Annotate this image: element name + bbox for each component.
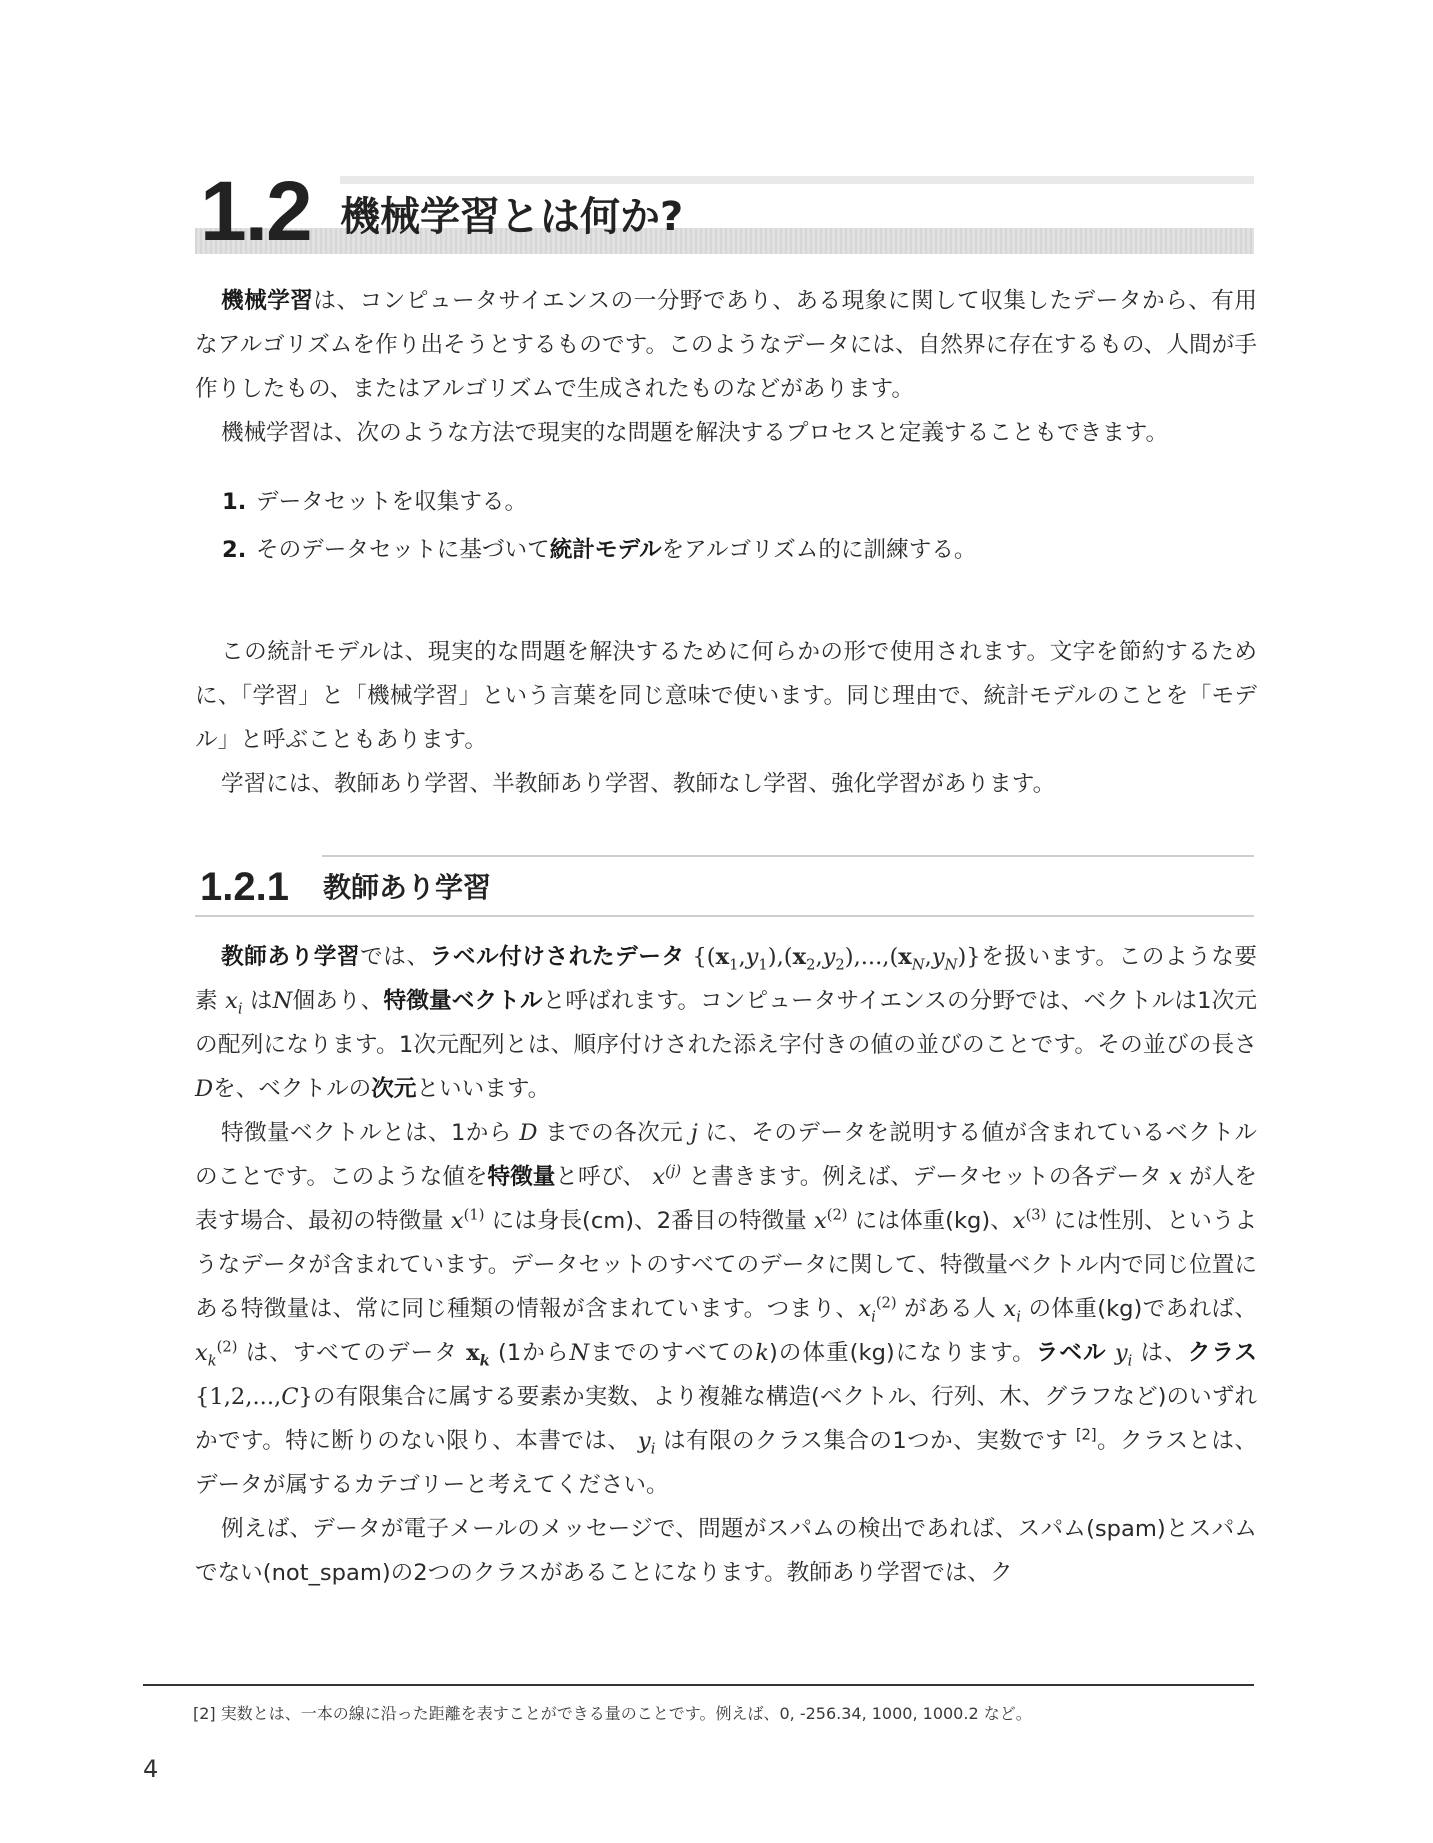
text-run: を扱います。このような要素 <box>195 944 1258 1014</box>
text-run: がある人 <box>904 1296 996 1322</box>
text-run: は有限のクラス集合の1つか、実数です <box>663 1428 1069 1454</box>
math-yi: $y_i$ <box>1114 1340 1133 1370</box>
math-xi2: $x_i^{(2)}$ <box>858 1294 897 1326</box>
text-run: の体重(kg)であれば、 <box>1028 1296 1257 1322</box>
math-k: k <box>755 1340 769 1366</box>
footnote: [2] 実数とは、一本の線に沿った距離を表すことができる量のことです。例えば、0, -256.34, 1000, 1000.2 など。 <box>193 1704 1032 1723</box>
step-text-end: をアルゴリズム的に訓練する。 <box>661 537 977 563</box>
intro-block <box>195 279 1257 455</box>
supervised-paragraph-3: 例えば、データが電子メールのメッセージで、問題がスパムの検出であれば、スパム(spam)とスパムでない(not_spam)の2つのクラスがあることになります。教師あり学習では、ク <box>195 1516 1257 1586</box>
text-run: は <box>249 988 273 1014</box>
list-item <box>222 478 1242 526</box>
text-run: までの各次元 <box>545 1120 684 1146</box>
text-run: には身長(cm)、2番目の特徴量 <box>491 1208 807 1234</box>
math-j: j <box>690 1120 698 1146</box>
page-number: 4 <box>143 1755 159 1783</box>
text-run: は、すべてのデータ <box>245 1340 458 1366</box>
text-run: には体重(kg)、 <box>854 1208 1013 1234</box>
text-run: と呼び、 <box>555 1164 646 1190</box>
text-run: が人を表す場合、最初の特徴量 <box>195 1164 1258 1234</box>
supervised-block <box>195 935 1257 1595</box>
term-feature: 特徴量 <box>487 1164 556 1190</box>
term-dimension: 次元 <box>371 1076 417 1102</box>
intro-paragraph-1-text: は、コンピュータサイエンスの一分野であり、ある現象に関して収集したデータから、有用なアルゴリズムを作り出そうとするものです。このようなデータには、自然界に存在するもの、人間が手作りしたもの、またはアルゴリズムで生成されたものなどがあります。 <box>195 288 1257 402</box>
math-N: N <box>569 1340 590 1366</box>
math-x2: $x^{(2)}$ <box>813 1206 848 1234</box>
step-text: そのデータセットに基づいて <box>256 537 550 563</box>
term-machine-learning: 機械学習 <box>221 288 314 314</box>
math-class-set: {1,2,...,C} <box>195 1384 313 1410</box>
after-paragraph-2: 学習には、教師あり学習、半教師あり学習、教師なし学習、強化学習があります。 <box>221 771 1056 797</box>
text-run: と呼ばれます。コンピュータサイエンスの分野では、ベクトルは1次元の配列になります。1次元配列とは、順序付けされた添え字付きの値の並びのことです。その並びの長さ <box>195 988 1258 1058</box>
after-list-block <box>195 630 1257 806</box>
math-x: x <box>1169 1164 1182 1190</box>
math-bold-xk: $x_k$ <box>466 1340 490 1370</box>
math-D: D <box>519 1120 538 1146</box>
math-xk2: $x_k^{(2)}$ <box>195 1338 238 1370</box>
text-run: までのすべての <box>589 1340 756 1366</box>
supervised-paragraph-2 <box>195 1111 1257 1507</box>
section-number: 1.2 <box>200 164 311 258</box>
intro-paragraph-2: 機械学習は、次のような方法で現実的な問題を解決するプロセスと定義することもできます。 <box>221 420 1169 446</box>
list-item <box>222 526 1242 574</box>
math-yi: $y_i$ <box>637 1428 656 1458</box>
text-run: 個あり、 <box>292 988 384 1014</box>
text-run: には性別、というようなデータが含まれています。データセットのすべてのデータに関して、特徴量ベクトル内で同じ位置にある特徴量は、常に同じ種類の情報が含まれています。つまり、 <box>195 1208 1258 1322</box>
step-text: データセットを収集する。 <box>256 489 528 515</box>
step-number: 2. <box>222 537 247 563</box>
subsection-rule-top <box>322 855 1254 857</box>
math-xj: $x^{(j)}$ <box>652 1162 682 1190</box>
intro-paragraph-1 <box>195 279 1257 411</box>
text-run: では、 <box>360 944 430 970</box>
text-run: の有限集合に属する要素か実数、より複雑な構造(ベクトル、行列、木、グラフなど)のいずれかです。特に断りのない限り、本書では、 <box>195 1384 1257 1454</box>
steps-list <box>222 478 1242 574</box>
math-N: N <box>272 988 293 1014</box>
step-number: 1. <box>222 489 247 515</box>
text-run: 特徴量ベクトルとは、1から <box>221 1120 512 1146</box>
footnote-ref[interactable]: [2] <box>1075 1426 1097 1444</box>
section-title: 機械学習とは何か? <box>340 194 684 240</box>
text-run: は、 <box>1140 1340 1188 1366</box>
text-run: を、ベクトルの <box>213 1076 372 1102</box>
after-paragraph-1: この統計モデルは、現実的な問題を解決するために何らかの形で使用されます。文字を節約するために、「学習」と「機械学習」という言葉を同じ意味で使います。同じ理由で、統計モデルのことを「モデル」と呼ぶこともあります。 <box>195 639 1257 753</box>
text-run: )の体重(kg)になります。 <box>768 1340 1036 1366</box>
footnote-rule <box>143 1684 1254 1686</box>
math-D: D <box>195 1076 214 1102</box>
dataset-formula: $\{(x_1,y_1),(x_2,y_2),...,(x_N,y_N)\}$ <box>692 944 981 974</box>
section-heading-rule <box>340 176 1254 184</box>
text-run: といいます。 <box>416 1076 551 1102</box>
term-class: クラス <box>1187 1340 1257 1366</box>
term-supervised-learning: 教師あり学習 <box>221 944 361 970</box>
subsection-rule-bottom <box>195 915 1254 917</box>
term-feature-vector: 特徴量ベクトル <box>383 988 543 1014</box>
text-run: に、そのデータを説明する値が含まれているベクトルのことです。このような値を <box>195 1120 1257 1190</box>
subsection-number: 1.2.1 <box>200 865 289 909</box>
math-x1: $x^{(1)}$ <box>450 1206 485 1234</box>
math-xi: $x_i$ <box>1003 1296 1021 1326</box>
math-x3: $x^{(3)}$ <box>1012 1206 1047 1234</box>
subsection-title: 教師あり学習 <box>323 871 492 904</box>
math-xi: $x_i$ <box>225 988 243 1018</box>
text-run: (1から <box>498 1340 570 1366</box>
text-run: と書きます。例えば、データセットの各データ <box>688 1164 1162 1190</box>
term-label: ラベル <box>1035 1340 1107 1366</box>
term-labeled-data: ラベル付けされたデータ <box>429 944 685 970</box>
text-run: 。クラスとは、データが属するカテゴリーと考えてください。 <box>195 1428 1258 1498</box>
term-statistical-model: 統計モデル <box>549 537 662 563</box>
supervised-paragraph-1 <box>195 935 1257 1111</box>
